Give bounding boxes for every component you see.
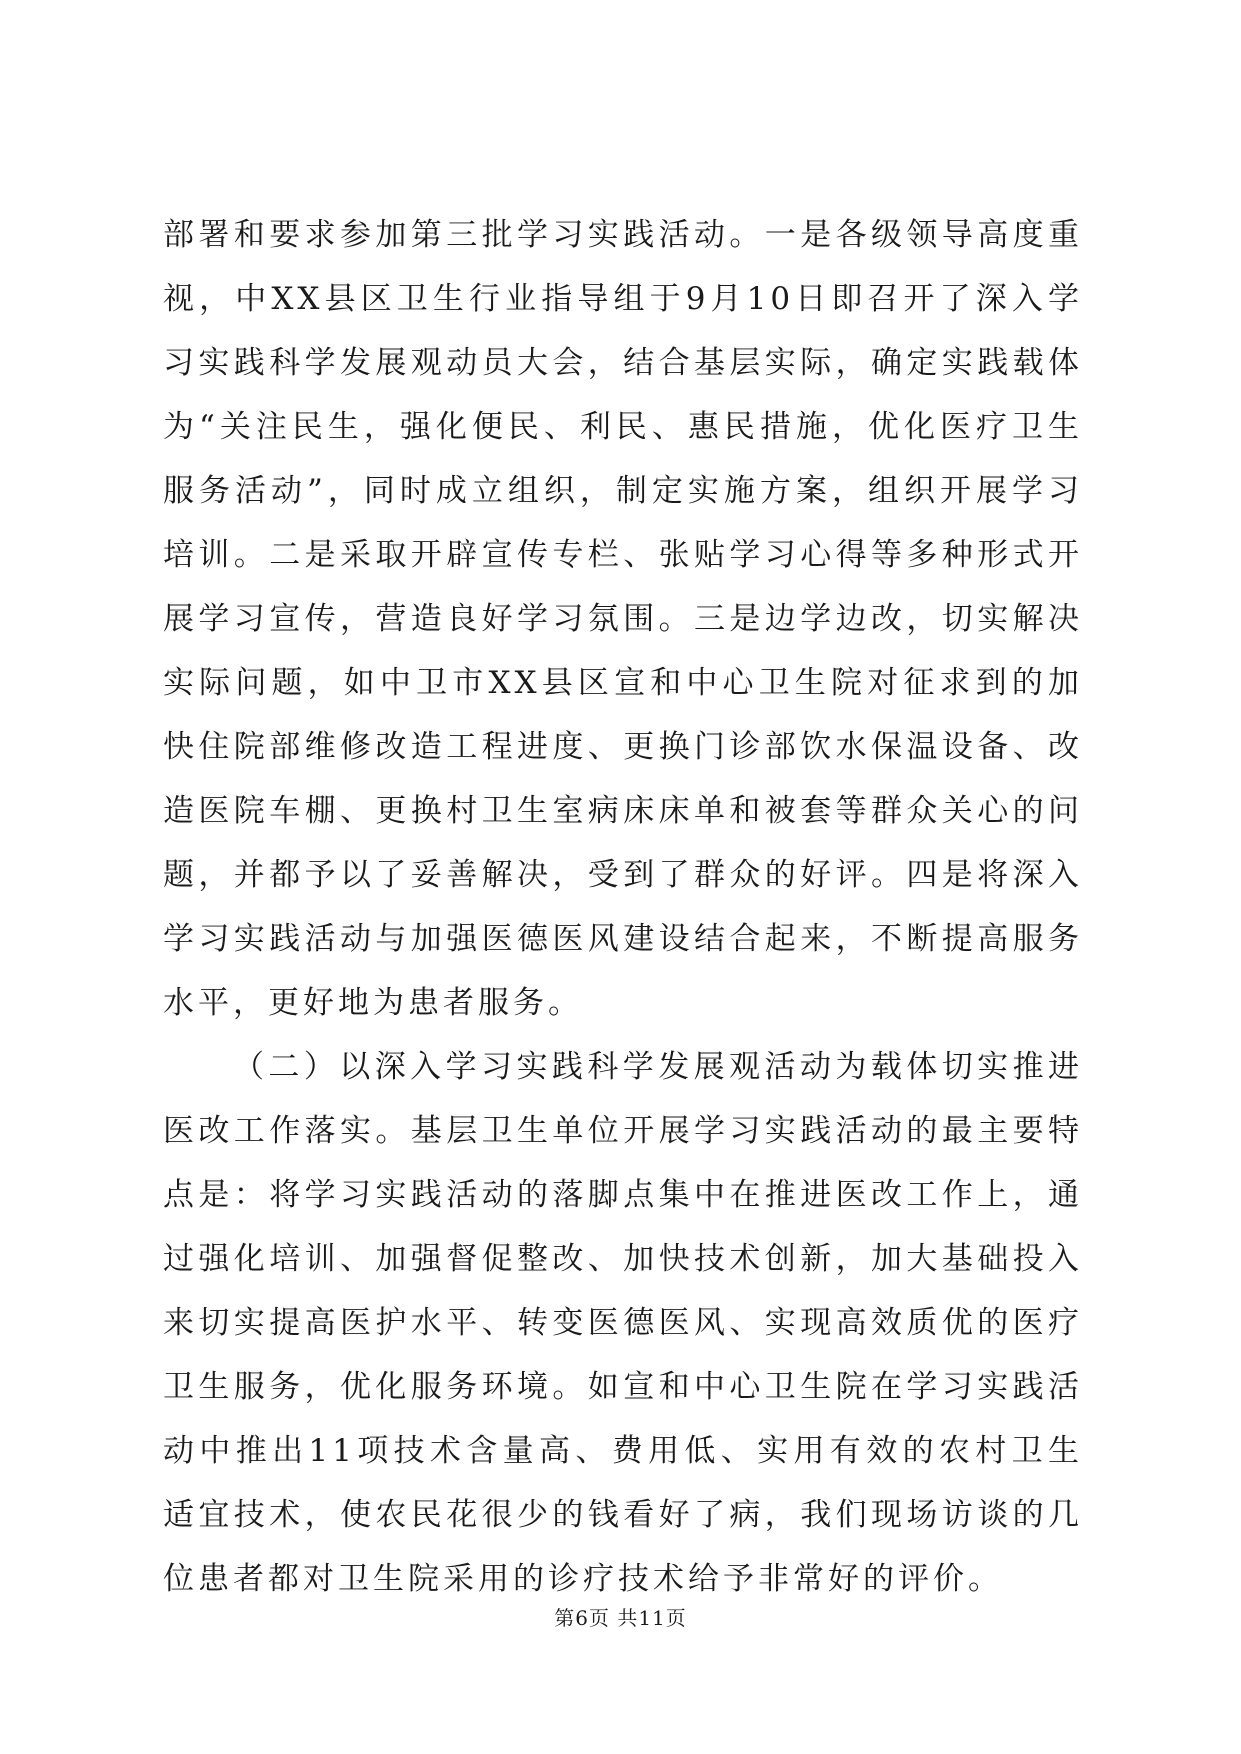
body-text	[163, 203, 1083, 1611]
paragraph-2: （二）以深入学习实践科学发展观活动为载体切实推进医改工作落实。基层卫生单位开展学习实践活动的最主要特点是：将学习实践活动的落脚点集中在推进医改工作上，通过强化培训、加强督促整改、加快技术创新，加大基础投入来切实提高医护水平、转变医德医风、实现高效质优的医疗卫生服务，优化服务环境。如宣和中心卫生院在学习实践活动中推出11项技术含量高、费用低、实用有效的农村卫生适宜技术，使农民花很少的钱看好了病，我们现场访谈的几位患者都对卫生院采用的诊疗技术给予非常好的评价。	[163, 1049, 1083, 1597]
page-number: 第6页 共11页	[554, 1606, 687, 1630]
paragraph-1: 部署和要求参加第三批学习实践活动。一是各级领导高度重视，中XX县区卫生行业指导组于9月10日即召开了深入学习实践科学发展观动员大会，结合基层实际，确定实践载体为“关注民生，强化便民、利民、惠民措施，优化医疗卫生服务活动”，同时成立组织，制定实施方案，组织开展学习培训。二是采取开辟宣传专栏、张贴学习心得等多种形式开展学习宣传，营造良好学习氛围。三是边学边改，切实解决实际问题，如中卫市XX县区宣和中心卫生院对征求到的加快住院部维修改造工程进度、更换门诊部饮水保温设备、改造医院车棚、更换村卫生室病床床单和被套等群众关心的问题，并都予以了妥善解决，受到了群众的好评。四是将深入学习实践活动与加强医德医风建设结合起来，不断提高服务水平，更好地为患者服务。	[163, 217, 1083, 1021]
